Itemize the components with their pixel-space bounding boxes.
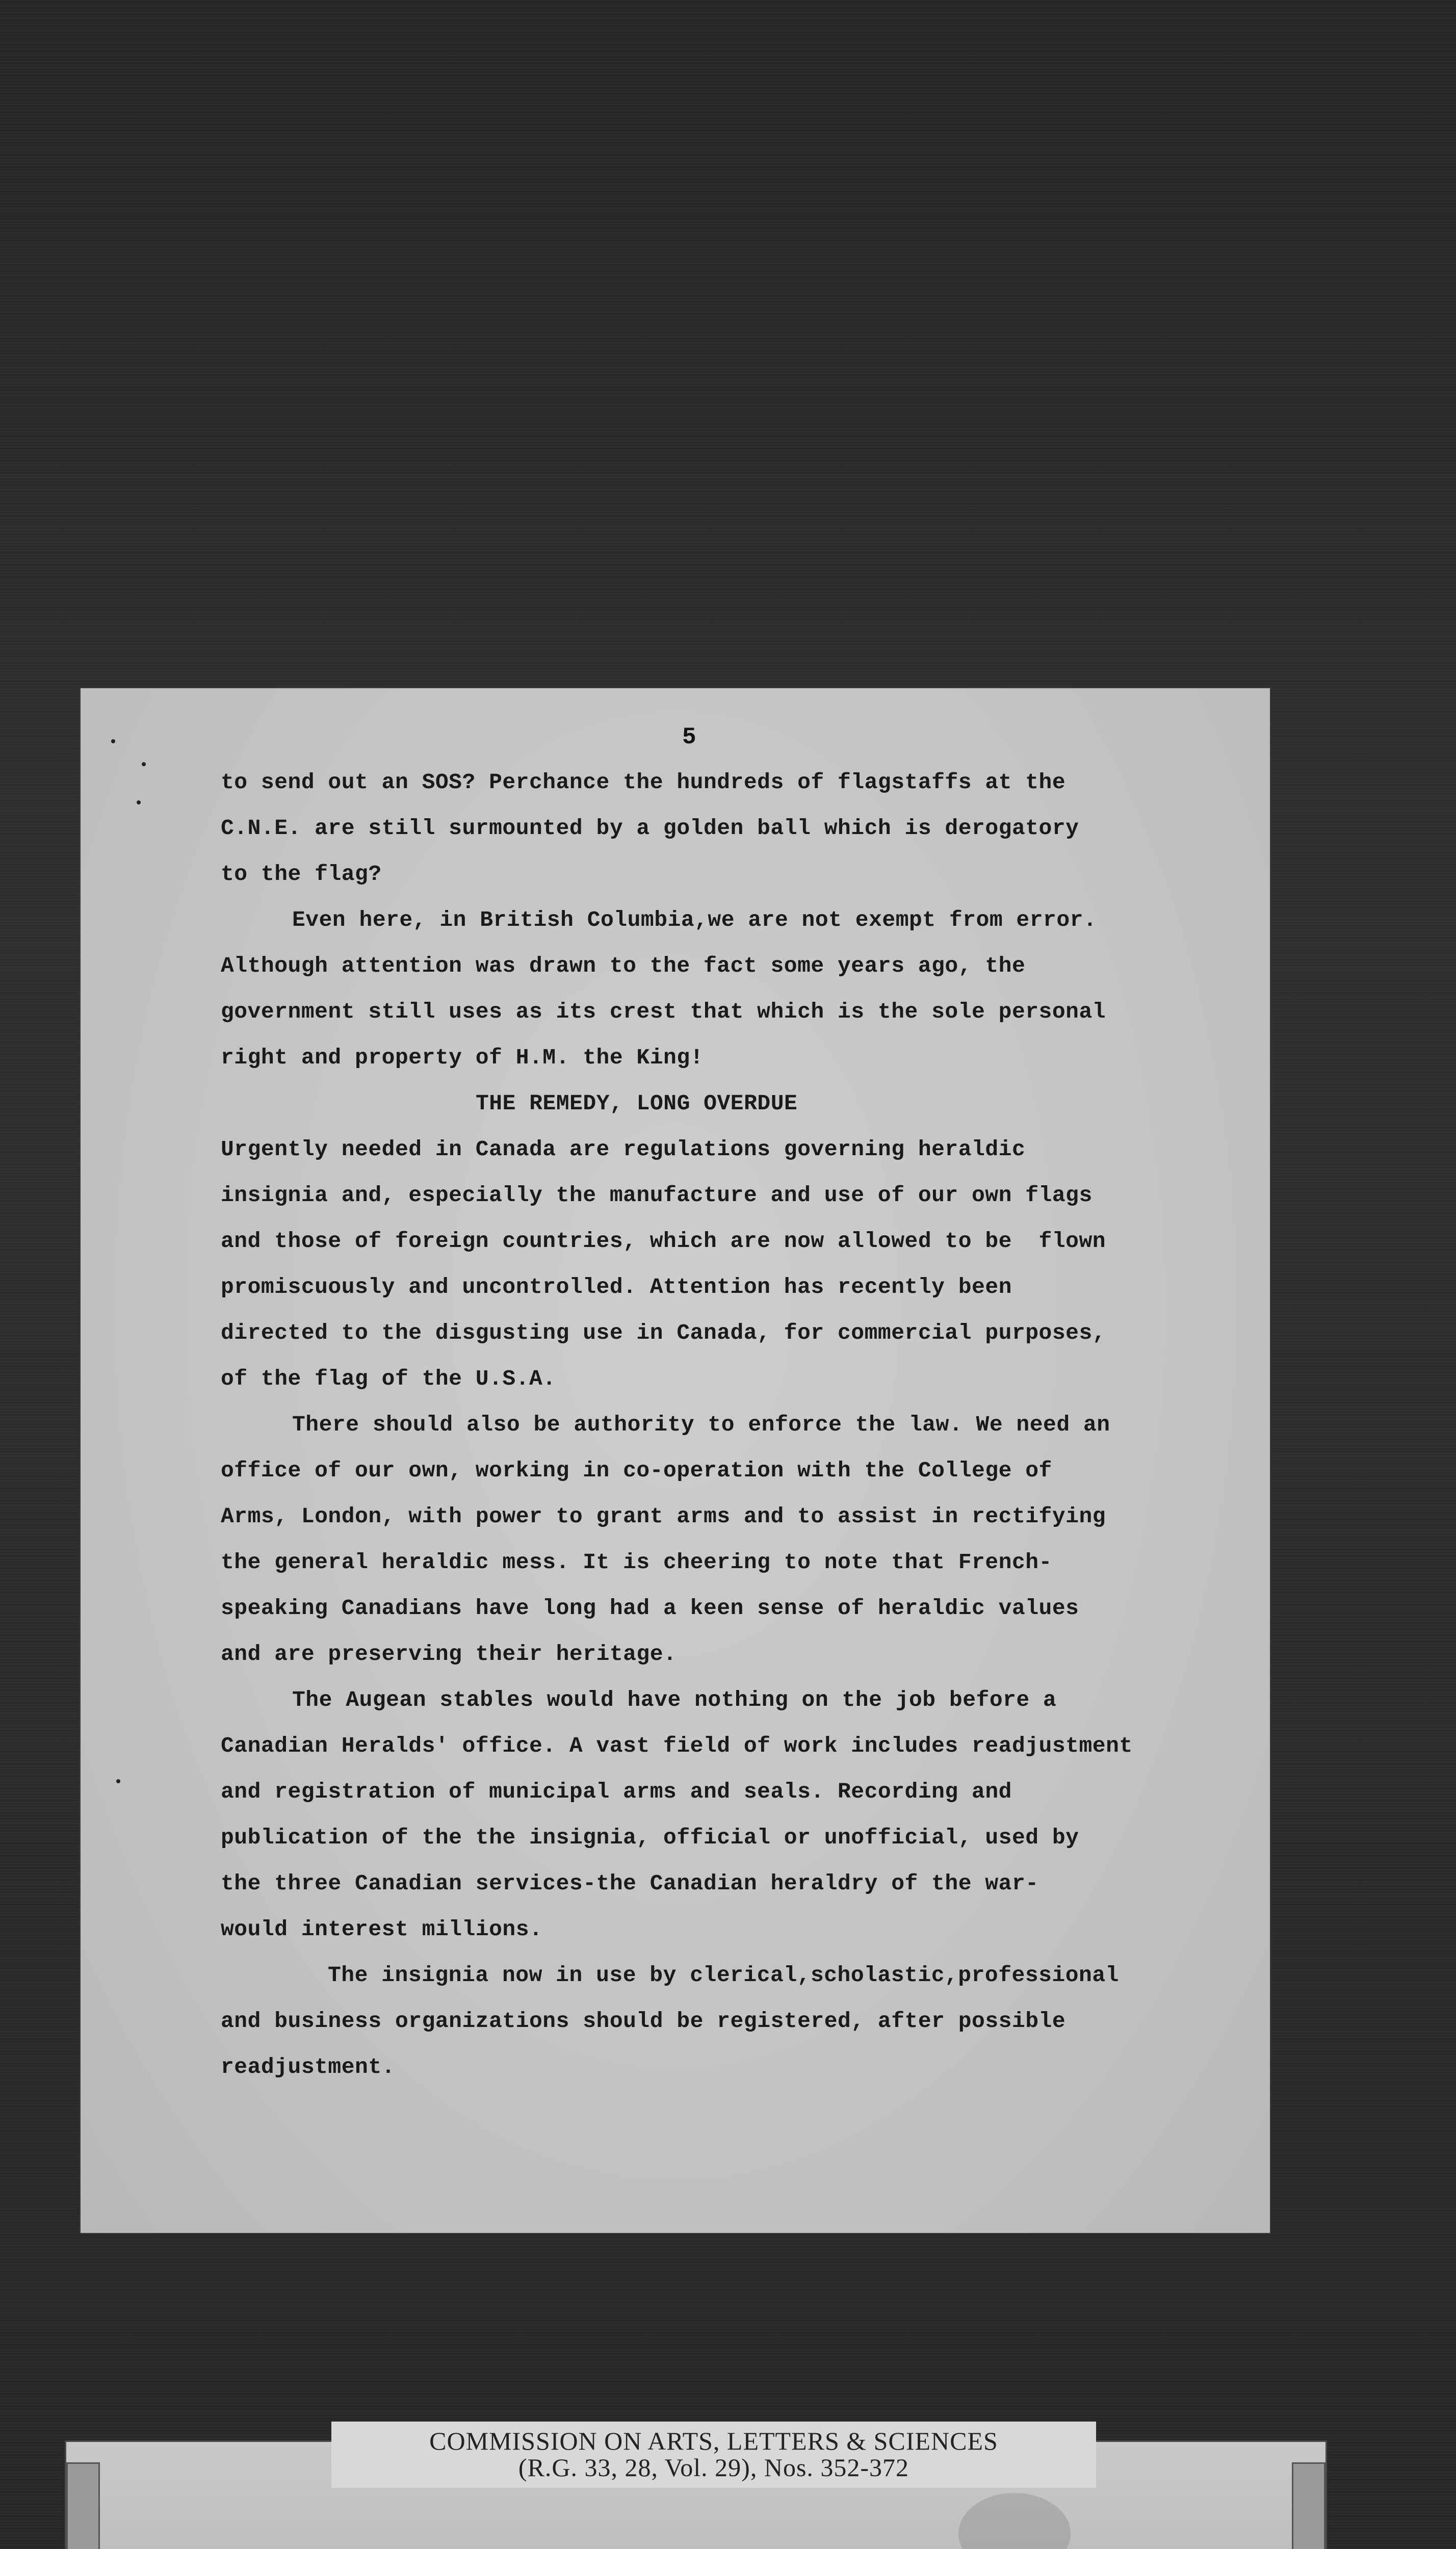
text-line: speaking Canadians have long had a keen sense of heraldic values	[221, 1596, 1079, 1621]
text-line: government still uses as its crest that which is the sole personal	[221, 999, 1106, 1024]
commission-label	[382, 2428, 1045, 2481]
stain-mark	[958, 2493, 1071, 2549]
archive-stamp-card	[66, 2427, 1325, 2549]
text-line: directed to the disgusting use in Canada, for commercial purposes,	[221, 1320, 1106, 1345]
text-line: the general heraldic mess. It is cheering to note that French-	[221, 1550, 1052, 1575]
text-line: and those of foreign countries, which are now allowed to be flown	[221, 1229, 1106, 1254]
text-line: insignia and, especially the manufacture and use of our own flags	[221, 1183, 1093, 1208]
ink-speck	[137, 800, 141, 804]
text-line: the three Canadian services-the Canadian heraldry of the war-	[221, 1871, 1039, 1896]
text-line: to the flag?	[221, 862, 382, 887]
text-line: to send out an SOS? Perchance the hundreds of flagstaffs at the	[221, 770, 1066, 795]
card-clip-left	[66, 2462, 100, 2549]
text-line: office of our own, working in co-operation with the College of	[221, 1458, 1052, 1483]
text-line: would interest millions.	[221, 1917, 543, 1942]
text-line: readjustment.	[221, 2054, 395, 2079]
text-line: and are preserving their heritage.	[221, 1642, 677, 1667]
text-line: C.N.E. are still surmounted by a golden ball which is derogatory	[221, 816, 1079, 841]
ink-speck	[116, 1779, 120, 1783]
commission-reference: (R.G. 33, 28, Vol. 29), Nos. 352-372	[518, 2453, 909, 2482]
ink-speck	[111, 739, 115, 743]
section-heading: THE REMEDY, LONG OVERDUE	[476, 1091, 798, 1116]
text-line: Although attention was drawn to the fact some years ago, the	[221, 953, 1026, 978]
text-line: of the flag of the U.S.A.	[221, 1366, 556, 1391]
text-line: Urgently needed in Canada are regulations governing heraldic	[221, 1137, 1026, 1162]
page-number: 5	[682, 724, 696, 750]
typed-text	[221, 760, 1240, 2090]
text-line: Arms, London, with power to grant arms and to assist in rectifying	[221, 1504, 1106, 1529]
text-line: Even here, in British Columbia,we are not exempt from error.	[292, 907, 1097, 932]
text-line: The Augean stables would have nothing on the job before a	[292, 1687, 1057, 1712]
text-line: right and property of H.M. the King!	[221, 1045, 704, 1070]
text-line: promiscuously and uncontrolled. Attention has recently been	[221, 1274, 1012, 1299]
commission-line: COMMISSION ON ARTS, LETTERS & SCIENCES	[429, 2427, 998, 2455]
typed-page	[81, 688, 1270, 2233]
text-line: publication of the the insignia, official or unofficial, used by	[221, 1825, 1079, 1850]
card-clip-right	[1292, 2462, 1325, 2549]
text-line: and registration of municipal arms and seals. Recording and	[221, 1779, 1012, 1804]
text-line: The insignia now in use by clerical,scholastic,professional	[328, 1963, 1119, 1988]
text-line: and business organizations should be registered, after possible	[221, 2009, 1066, 2034]
text-line: There should also be authority to enforce the law. We need an	[292, 1412, 1110, 1437]
ink-speck	[142, 762, 146, 766]
text-line: Canadian Heralds' office. A vast field of work includes readjustment	[221, 1733, 1133, 1758]
